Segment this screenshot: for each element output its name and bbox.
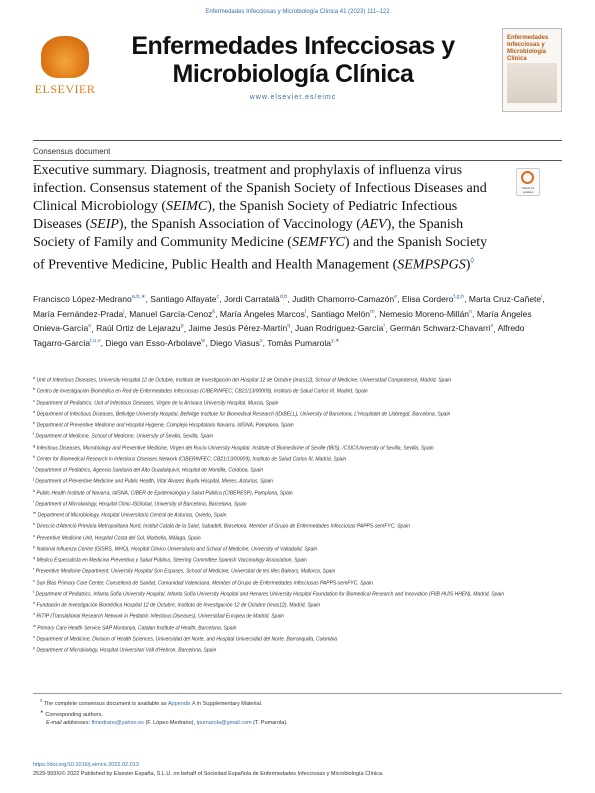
affiliation-key: a: [33, 375, 36, 380]
journal-citation-line[interactable]: Enfermedades Infecciosas y Microbiología Clínica 41 (2023) 111–122: [205, 9, 390, 15]
affiliation-key: d: [33, 408, 36, 414]
author-name-text: Manuel García-Cenoz: [129, 308, 213, 319]
affiliation-text: Department of Infectious Diseases, Bellvitge University Hospital, Bellvitge Institute for Biomedical Research (IDIBELL), University of Barcelona, L'Hospitalet de Llobregat, Barcelona, Spain: [36, 411, 451, 418]
affiliation-text: Médico Especialista en Medicina Preventiva y Salud Pública, Steering Committee Spanish Vaccinology Association, Spain: [36, 557, 307, 564]
author-affiliation-mark[interactable]: x: [259, 338, 263, 345]
author-affiliation-mark[interactable]: n: [469, 308, 473, 315]
author-name[interactable]: [224, 294, 287, 304]
affiliation-text: Primary Care Health Service SAP Muntanya, Catalan Institute of Health, Barcelona, Spain: [37, 625, 237, 632]
divider: [33, 140, 562, 141]
article-title: Executive summary. Diagnosis, treatment and prophylaxis of influenza virus infection. Consensus statement of the Spanish Society of Infectious Diseases and Clinical Microbiology (SEIMC), the Spanish Society of Pediatric Infectious Diseases (SEIP), the Spanish Association of Vaccinology (AEV), the Spanish Society of Family and Community Medicine (SEMFYC) and the Spanish Society of Preventive Medicine, Public Health and Health Management (SEMPSPGS)◊: [33, 163, 488, 273]
author-name-text: María Fernández-Prada: [33, 308, 124, 319]
affiliation-text: San Blas Primary Care Center, Conselleria de Sanitat, Comunidad Valenciana. Member of Grupo de Enfermedades Infecciosas PAPPS-semFYC, Spain: [36, 580, 373, 587]
author-name-text: Nemesio Moreno-Millán: [379, 308, 470, 319]
affiliation-text: Infectious Diseases, Microbiology and Preventive Medicine, Virgen del Rocío University Hospital, Institute of Biomedicine of Seville (IBiS), /CSIC/University of Sevilla, Sevilla, Spain: [36, 445, 434, 452]
affiliation-item: [33, 644, 560, 655]
affiliation-text: Fundación de Investigación Biomédica Hospital 12 de Octubre, Instituto de Investigación 12 de Octubre (imas12), Madrid, Spain: [36, 602, 321, 609]
affiliation-key: g: [33, 442, 36, 448]
affiliation-item: [33, 599, 560, 610]
journal-url-link[interactable]: www.elsevier.es/eimc: [249, 94, 337, 101]
affiliation-item: [33, 464, 560, 475]
author-affiliation-mark[interactable]: a,b,∗: [131, 294, 146, 300]
author-affiliation-mark[interactable]: w: [201, 338, 206, 345]
affiliation-key: j: [33, 476, 34, 482]
affiliation-text: Preventive Medicine Department, University Hospital Son Espases, School of Medicine, Universitat de les Illes Balears, Mallorca, Spain: [35, 568, 336, 575]
footnote-mark: ◊: [40, 698, 43, 703]
elsevier-logo[interactable]: [33, 32, 97, 102]
affiliation-item: [33, 374, 560, 385]
affiliation-text: Department of Microbiology, Hospital Universitario Central de Asturias, Oviedo, Spain: [37, 512, 227, 519]
author-affiliation-mark[interactable]: j: [123, 308, 125, 315]
author-name-text: Santiago Melón: [310, 308, 370, 319]
email-link[interactable]: tpumarola@gmail.com: [196, 719, 252, 726]
publisher-name: ELSEVIER: [34, 82, 96, 96]
author-affiliation-mark[interactable]: q: [287, 323, 291, 330]
affiliation-text: Department of Preventive Medicine and Hospital Hygiene, Complejo Hospitalario Navarra, IdiSNA, Pamplona, Spain: [36, 422, 294, 429]
affiliation-item: [33, 498, 560, 509]
affiliation-text: Department of Microbiology, Hospital Clínic-ISGlobal, University of Barcelona, Barcelona, Spain: [35, 501, 247, 508]
author-name-text: Diego Viasus: [209, 338, 260, 349]
author-name-text: Germán Schwarz-Chavarri: [389, 323, 491, 334]
author-name[interactable]: [210, 338, 263, 348]
author-name-text: María Ángeles Marcos: [219, 308, 305, 319]
affiliation-item: [33, 430, 560, 441]
affiliation-item: [33, 532, 560, 543]
author-affiliation-mark[interactable]: i: [541, 294, 543, 300]
author-name[interactable]: [311, 309, 375, 319]
affiliation-key: i: [33, 465, 34, 470]
affiliation-text: Department of Pediatrics, Agencia Sanitaria del Alto Guadalquivir, Hospital de Montilla, Córdoba, Spain: [35, 467, 264, 474]
affiliation-key: u: [33, 600, 36, 605]
affiliation-text: Centro de Investigación Biomédica en Red de Enfermedades Infecciosas (CIBERINFEC; CB21/13/00009), Instituto de Salud Carlos III, Madrid, Spain: [36, 388, 368, 395]
author-name-text: Elisa Cordero: [401, 293, 454, 304]
author-affiliation-mark[interactable]: p: [180, 323, 184, 330]
author-name[interactable]: [292, 294, 397, 304]
author-name-text: Tomàs Pumarola: [267, 338, 331, 349]
author-affiliation-mark[interactable]: m: [369, 308, 375, 315]
masthead: [33, 24, 562, 132]
affiliation-key: p: [33, 543, 36, 549]
affiliation-key: l: [33, 498, 34, 504]
footnote-supplementary: ◊ The complete consensus document is available as Appendix A in Supplementary Material.: [40, 698, 263, 707]
author-name[interactable]: [267, 338, 339, 348]
affiliation-text: Center for Biomedical Research in Infectious Diseases Network (CIBERINFEC; CB21/13/00009), Instituto de Salud Carlos III, Madrid, Spain: [36, 456, 347, 463]
affiliation-text: Department of Pediatrics, Infanta Sofía University Hospital, Infanta Sofía University Hospital and Henares University Hospital Foundation for Biomedical Research and Innovation (FIIB HUIS HHEN), Madrid, Spain: [35, 591, 505, 598]
author-name[interactable]: [379, 309, 472, 319]
affiliation-text: Department of Pediatrics, Unit of Infectious Diseases, Virgen de la Arrixaca University Hospital, Murcia, Spain: [36, 400, 279, 407]
author-name[interactable]: [469, 294, 543, 304]
affiliation-text: Preventive Medicine Unit, Hospital Costa del Sol, Marbella, Málaga, Spain: [36, 535, 201, 542]
author-affiliation-mark[interactable]: s: [490, 323, 494, 330]
journal-title: Enfermedades Infecciosas y Microbiología Clínica: [131, 32, 455, 88]
author-name-text: Juan Rodríguez-García: [294, 323, 384, 334]
affiliation-key: c: [33, 397, 35, 403]
affiliation-item: [33, 588, 560, 599]
affiliation-item: [33, 475, 560, 486]
footnote-divider: [33, 693, 562, 694]
author-name[interactable]: [129, 309, 215, 319]
author-name[interactable]: [33, 309, 124, 319]
affiliation-text: RITIP (Translational Research Network in Pediatric Infectious Diseases), Universidad Europea de Madrid, Spain: [36, 613, 285, 620]
affiliation-key: t: [33, 588, 35, 594]
affiliation-key: w: [33, 622, 36, 628]
affiliation-key: v: [33, 611, 35, 617]
affiliation-key: k: [33, 487, 35, 493]
affiliation-key: o: [33, 532, 36, 538]
author-name-text: Raúl Ortiz de Lejarazu: [96, 323, 181, 334]
email-link[interactable]: flmedrano@yahoo.es: [91, 719, 144, 726]
author-name-text: Jaime Jesús Pérez-Martín: [188, 323, 288, 334]
author-affiliation-mark[interactable]: y,∗: [331, 338, 340, 345]
affiliation-item: [33, 397, 560, 408]
affiliation-item: [33, 509, 560, 520]
affiliation-key: f: [33, 431, 35, 437]
author-name[interactable]: [188, 323, 290, 333]
affiliation-key: n: [33, 521, 36, 527]
affiliation-key: r: [33, 566, 35, 572]
author-affiliation-mark[interactable]: e: [394, 294, 398, 300]
affiliation-item: [33, 487, 560, 498]
affiliation-key: h: [33, 453, 36, 459]
author-name-text: Judith Chamorro-Camazón: [292, 293, 395, 304]
affiliation-key: y: [33, 645, 35, 650]
author-name[interactable]: [96, 323, 184, 333]
journal-cover-thumbnail[interactable]: [502, 28, 562, 112]
copyright-notice: 2529-993X/© 2022 Published by Elsevier España, S.L.U. on behalf of Sociedad Española de Enfermedades Infecciosas y Microbiología Clínica.: [33, 771, 384, 777]
cover-image: [507, 63, 557, 103]
document-type: Consensus document: [33, 147, 111, 156]
author-name-text: Alfredo Tagarro-García: [33, 323, 525, 349]
affiliation-item: [33, 633, 560, 644]
update-ring-icon: [521, 171, 534, 184]
divider: [33, 160, 562, 161]
author-name[interactable]: [295, 323, 385, 333]
affiliation-key: q: [33, 555, 36, 560]
author-name-text: María Ángeles Onieva-García: [33, 308, 532, 334]
affiliation-item: [33, 622, 560, 633]
affiliation-key: m: [33, 510, 37, 515]
affiliation-text: National Influenza Centre (GISRS, WHO), Hospital Clínico Universitario and School of Medicine, University of Valladolid, Spain: [36, 546, 318, 553]
author-affiliation-mark[interactable]: t,u,v: [90, 338, 101, 345]
check-for-updates-label: Check for updates: [521, 186, 535, 194]
author-affiliation-mark[interactable]: k: [212, 308, 216, 315]
doi-link[interactable]: https://doi.org/10.1016/j.eimce.2022.02.013: [33, 762, 139, 768]
author-name[interactable]: [390, 323, 493, 333]
affiliation-item: [33, 408, 560, 419]
affiliation-text: Department of Medicine, Division of Health Sciences, Universidad del Norte, and Hospital Universidad del Norte, Barranquilla, Colombia: [36, 636, 338, 643]
author-name-text: Jordi Carratalà: [223, 293, 280, 304]
affiliation-item: [33, 610, 560, 621]
cover-title: Enfermedades Infecciosas y Microbiología Clínica: [507, 35, 549, 62]
affiliation-item: [33, 543, 560, 554]
author-name[interactable]: [105, 338, 205, 348]
author-list: Francisco López-Medrano$^{a,b,∗}$, Santiago Alfayate$^c$, Jordi Carratalà$^{d,b}$, Judith Chamorro-Camazón$^e$, Elisa Cordero$^{f,g,h}$, Marta Cruz-Cañete$^i$, María Fernández-Prada$^j$, Manuel García-Cenoz$^k$, María Ángeles Marcos$^l$, Santiago Melón$^m$, Nemesio Moreno-Millán$^n$, María Ángeles Onieva-García$^o$, Raúl Ortiz de Lejarazu$^p$, Jaime Jesús Pérez-Martín$^q$, Juan Rodríguez-García$^r$, Germán Schwarz-Chavarri$^s$, Alfredo Tagarro-García$^{t,u,v}$, Diego van Esso-Arbolave$^w$, Diego Viasus$^x$, Tomàs Pumarola$^{y,∗}$: [33, 293, 545, 349]
affiliation-key: s: [33, 577, 35, 583]
affiliation-text: Department of Microbiology, Hospital Universitari Vall d'Hebron, Barcelona, Spain: [36, 647, 217, 654]
author-name[interactable]: [150, 294, 219, 304]
author-affiliation-mark[interactable]: d,b: [279, 294, 288, 300]
affiliation-list: [33, 374, 560, 655]
author-name-text: Diego van Esso-Arbolave: [105, 338, 202, 349]
affiliation-item: [33, 554, 560, 565]
footnote-corresponding: ∗ Corresponding authors.: [40, 708, 103, 718]
author-name[interactable]: [33, 294, 146, 304]
affiliation-item: [33, 442, 560, 453]
affiliation-key: b: [33, 386, 36, 392]
title-footnote-mark[interactable]: ◊: [470, 256, 475, 265]
affiliation-text: Unit of Infectious Diseases, University Hospital 12 de Octubre, Instituto de Investigación del Hospital 12 de Octubre (imas12), School of Medicine, Universidad Complutense, Madrid, Spain: [36, 377, 451, 384]
affiliation-item: [33, 565, 560, 576]
affiliation-item: [33, 419, 560, 430]
affiliation-text: Public Health Institute of Navarra, IdiSNA, CIBER de Epidemiología y Salud Pública (CIBERESP), Pamplona, Spain: [36, 490, 293, 497]
affiliation-item: [33, 453, 560, 464]
footnote-mark: ∗: [40, 708, 44, 714]
affiliation-key: x: [33, 633, 35, 639]
elsevier-tree-icon: [41, 36, 89, 78]
footnotes: [40, 697, 560, 727]
affiliation-key: e: [33, 420, 36, 425]
footnote-emails: E-mail addresses: flmedrano@yahoo.es (F. López-Medrano), tpumarola@gmail.com (T. Pumarola).: [46, 719, 288, 726]
author-name-text: Santiago Alfayate: [150, 293, 217, 304]
check-for-updates-badge[interactable]: [516, 168, 540, 196]
affiliation-item: [33, 385, 560, 396]
author-affiliation-mark[interactable]: l: [304, 308, 307, 315]
affiliation-item: [33, 577, 560, 588]
appendix-link[interactable]: Appendix A: [167, 700, 196, 707]
author-name-text: Francisco López-Medrano: [33, 293, 132, 304]
affiliation-text: Department of Preventive Medicine and Public Health, Vital Álvarez Buylla Hospital, Mieres, Asturias, Spain: [35, 478, 273, 485]
author-name[interactable]: [220, 309, 306, 319]
affiliation-text: Department of Medicine, School of Medicine, University of Sevilla, Sevilla, Spain: [35, 433, 214, 440]
author-affiliation-mark[interactable]: c: [216, 294, 220, 300]
affiliation-item: [33, 520, 560, 531]
author-affiliation-mark[interactable]: r: [383, 323, 386, 330]
affiliation-text: Direcció d'Atenció Primària Metropolitana Nord, Institut Català de la Salut, Sabadell, Barcelona. Member of Grupo de Enfermedades Infecciosas PAPPS-semFYC, Spain: [36, 523, 410, 530]
author-name[interactable]: [402, 294, 464, 304]
author-affiliation-mark[interactable]: o: [88, 323, 92, 330]
author-name-text: Marta Cruz-Cañete: [468, 293, 542, 304]
author-affiliation-mark[interactable]: f,g,h: [453, 294, 465, 300]
